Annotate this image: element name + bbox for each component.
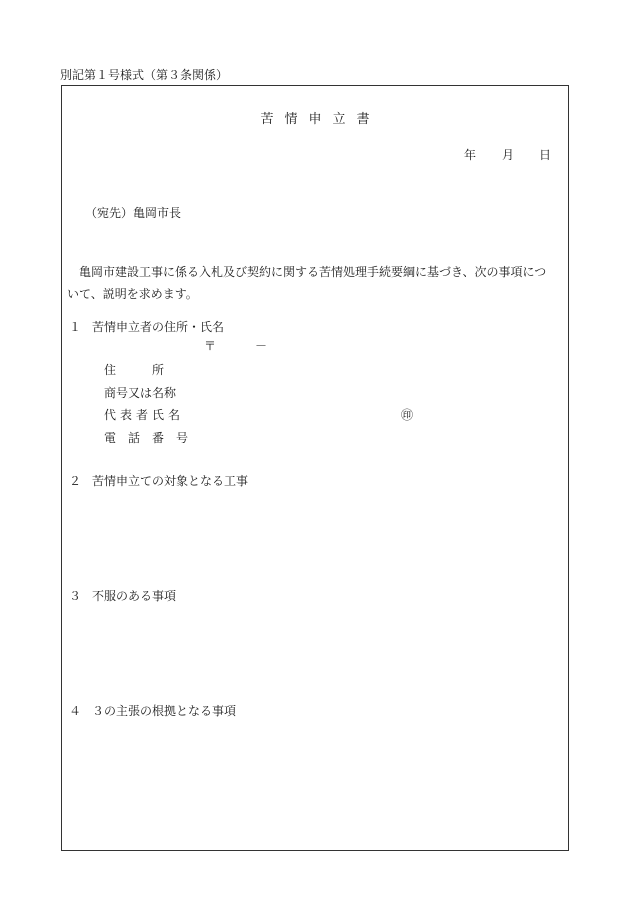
field-address-label: 住 所 xyxy=(104,363,165,377)
field-company-label: 商号又は名称 xyxy=(104,386,177,400)
section-2-number: ２ xyxy=(69,474,82,488)
form-number-label: 別記第１号様式（第３条関係） xyxy=(60,68,229,82)
field-representative-label: 代表者氏名 xyxy=(104,408,185,422)
section-3-number: ３ xyxy=(69,589,82,603)
section-1-label: 苦情申立者の住所・氏名 xyxy=(92,320,225,334)
section-4-label: ３の主張の根拠となる事項 xyxy=(92,704,237,718)
section-2-label: 苦情申立ての対象となる工事 xyxy=(92,474,249,488)
request-statement-line-1: 亀岡市建設工事に係る入札及び契約に関する苦情処理手続要綱に基づき、次の事項につ xyxy=(67,265,547,279)
field-phone-label: 電話番号 xyxy=(104,431,201,445)
postal-code-dash: － xyxy=(255,339,268,353)
seal-mark: ㊞ xyxy=(401,408,414,422)
date-day: 日 xyxy=(539,148,552,162)
request-statement xyxy=(67,261,563,305)
addressee: （宛先）亀岡市長 xyxy=(85,206,182,220)
section-4-number: ４ xyxy=(69,704,82,718)
section-3-label: 不服のある事項 xyxy=(92,589,177,603)
form-frame xyxy=(61,85,569,851)
section-1-number: １ xyxy=(69,320,82,334)
date-year: 年 xyxy=(464,148,477,162)
request-statement-line-2: いて、説明を求めます。 xyxy=(67,287,198,301)
document-title: 苦情申立書 xyxy=(260,112,381,127)
postal-code-mark: 〒 xyxy=(204,339,217,353)
date-month: 月 xyxy=(502,148,515,162)
